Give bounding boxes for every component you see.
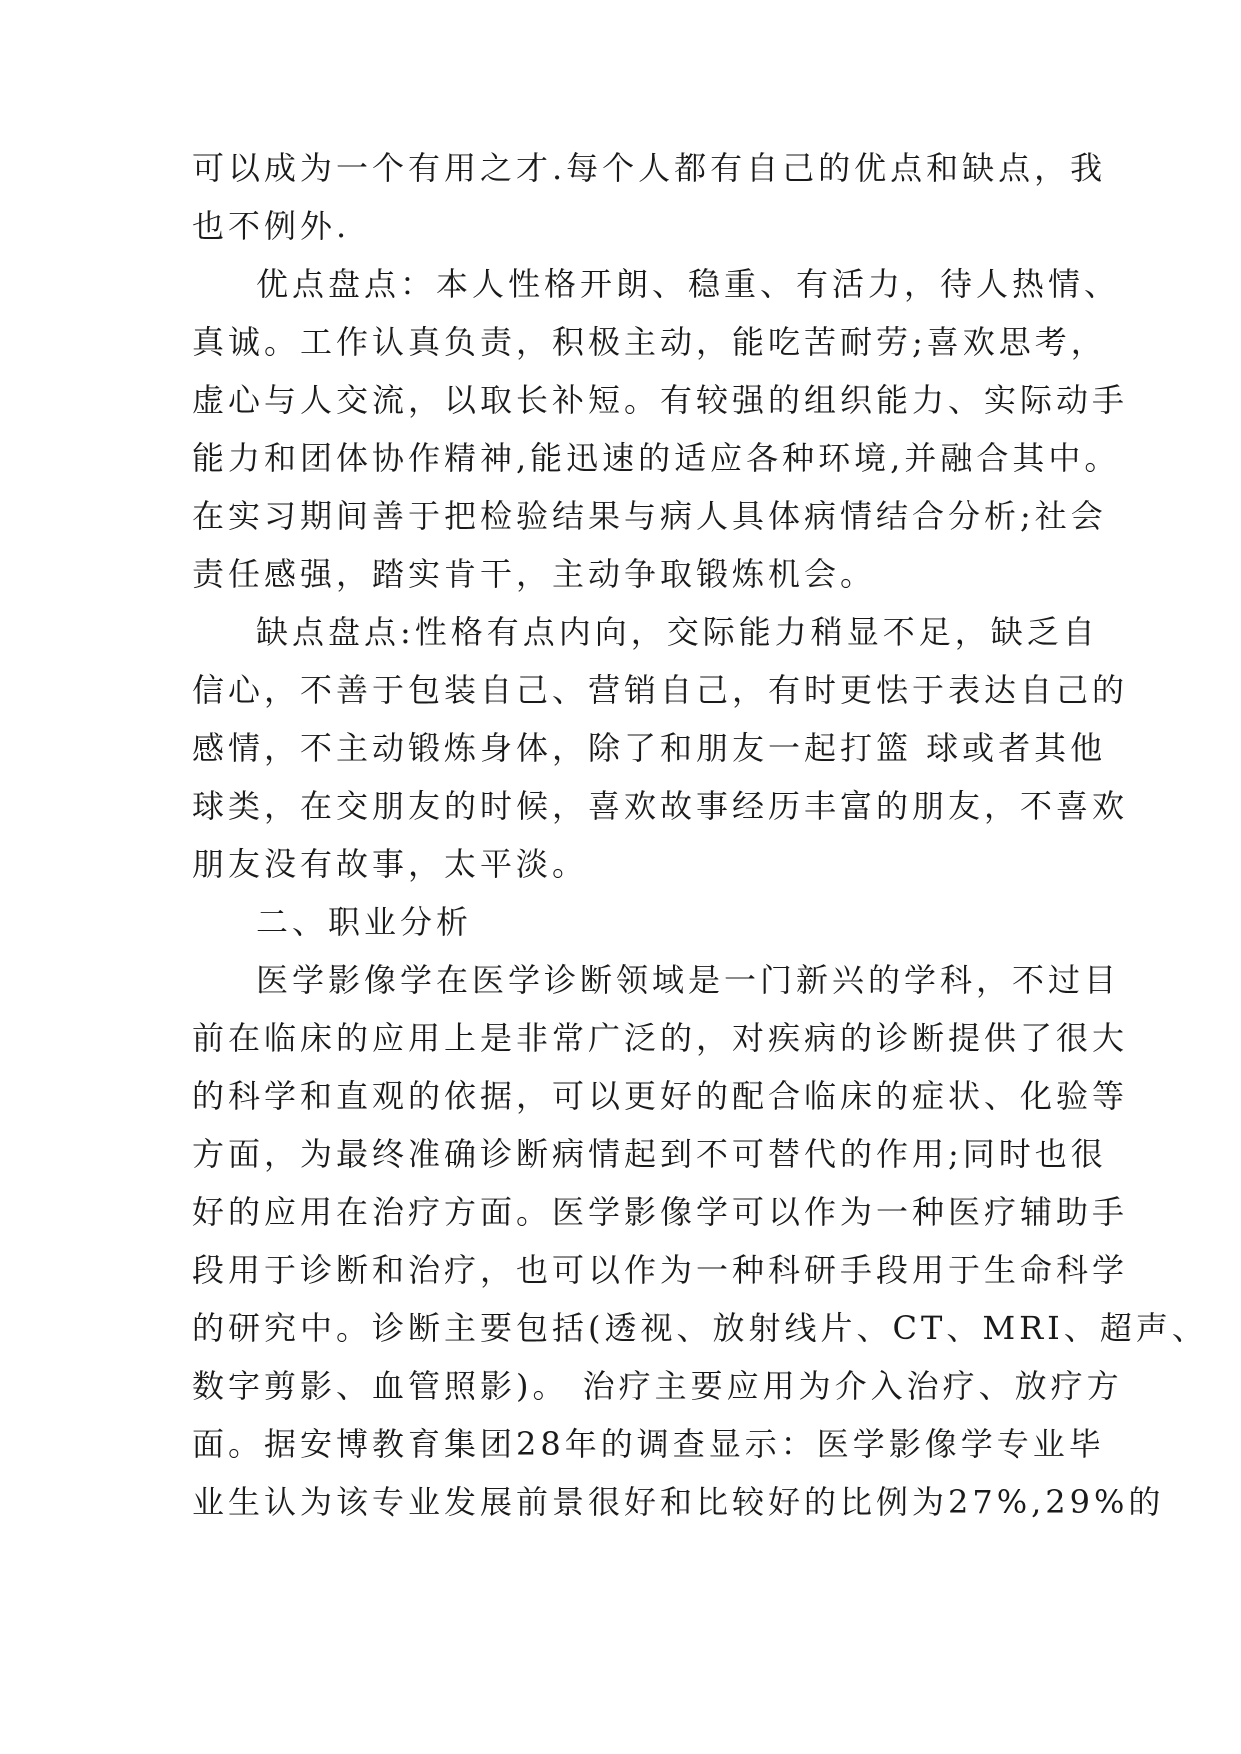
text-line: 好的应用在治疗方面。医学影像学可以作为一种医疗辅助手	[192, 1193, 1129, 1231]
text-line: 球类，在交朋友的时候，喜欢故事经历丰富的朋友，不喜欢	[192, 787, 1129, 825]
text-line: 前在临床的应用上是非常广泛的，对疾病的诊断提供了很大	[192, 1019, 1129, 1057]
text-line: 的研究中。诊断主要包括(透视、放射线片、CT、MRI、超声、	[192, 1309, 1208, 1347]
text-line: 段用于诊断和治疗，也可以作为一种科研手段用于生命科学	[192, 1251, 1129, 1289]
text-line: 信心，不善于包装自己、营销自己，有时更怯于表达自己的	[192, 671, 1129, 709]
text-line: 面。据安博教育集团28年的调查显示：医学影像学专业毕	[192, 1425, 1105, 1463]
section-heading: 二、职业分析	[256, 903, 473, 941]
text-line: 可以成为一个有用之才.每个人都有自己的优点和缺点，我	[192, 149, 1107, 187]
text-line: 责任感强，踏实肯干，主动争取锻炼机会。	[192, 555, 877, 593]
text-line: 数字剪影、血管照影)。 治疗主要应用为介入治疗、放疗方	[192, 1367, 1123, 1405]
text-line: 感情，不主动锻炼身体，除了和朋友一起打篮 球或者其他	[192, 729, 1107, 767]
text-line: 也不例外.	[192, 207, 351, 245]
paragraph-start: 优点盘点：本人性格开朗、稳重、有活力，待人热情、	[256, 265, 1121, 303]
paragraph-start: 医学影像学在医学诊断领域是一门新兴的学科，不过目	[256, 961, 1121, 999]
text-line: 方面，为最终准确诊断病情起到不可替代的作用;同时也很	[192, 1135, 1107, 1173]
text-line: 朋友没有故事，太平淡。	[192, 845, 589, 883]
text-line: 的科学和直观的依据，可以更好的配合临床的症状、化验等	[192, 1077, 1129, 1115]
text-line: 能力和团体协作精神,能迅速的适应各种环境,并融合其中。	[192, 439, 1121, 477]
paragraph-start: 缺点盘点:性格有点内向，交际能力稍显不足，缺乏自	[256, 613, 1099, 651]
text-line: 业生认为该专业发展前景很好和比较好的比例为27%,29%的	[192, 1483, 1165, 1521]
text-line: 真诚。工作认真负责，积极主动，能吃苦耐劳;喜欢思考，	[192, 323, 1107, 361]
text-line: 在实习期间善于把检验结果与病人具体病情结合分析;社会	[192, 497, 1107, 535]
text-line: 虚心与人交流，以取长补短。有较强的组织能力、实际动手	[192, 381, 1129, 419]
